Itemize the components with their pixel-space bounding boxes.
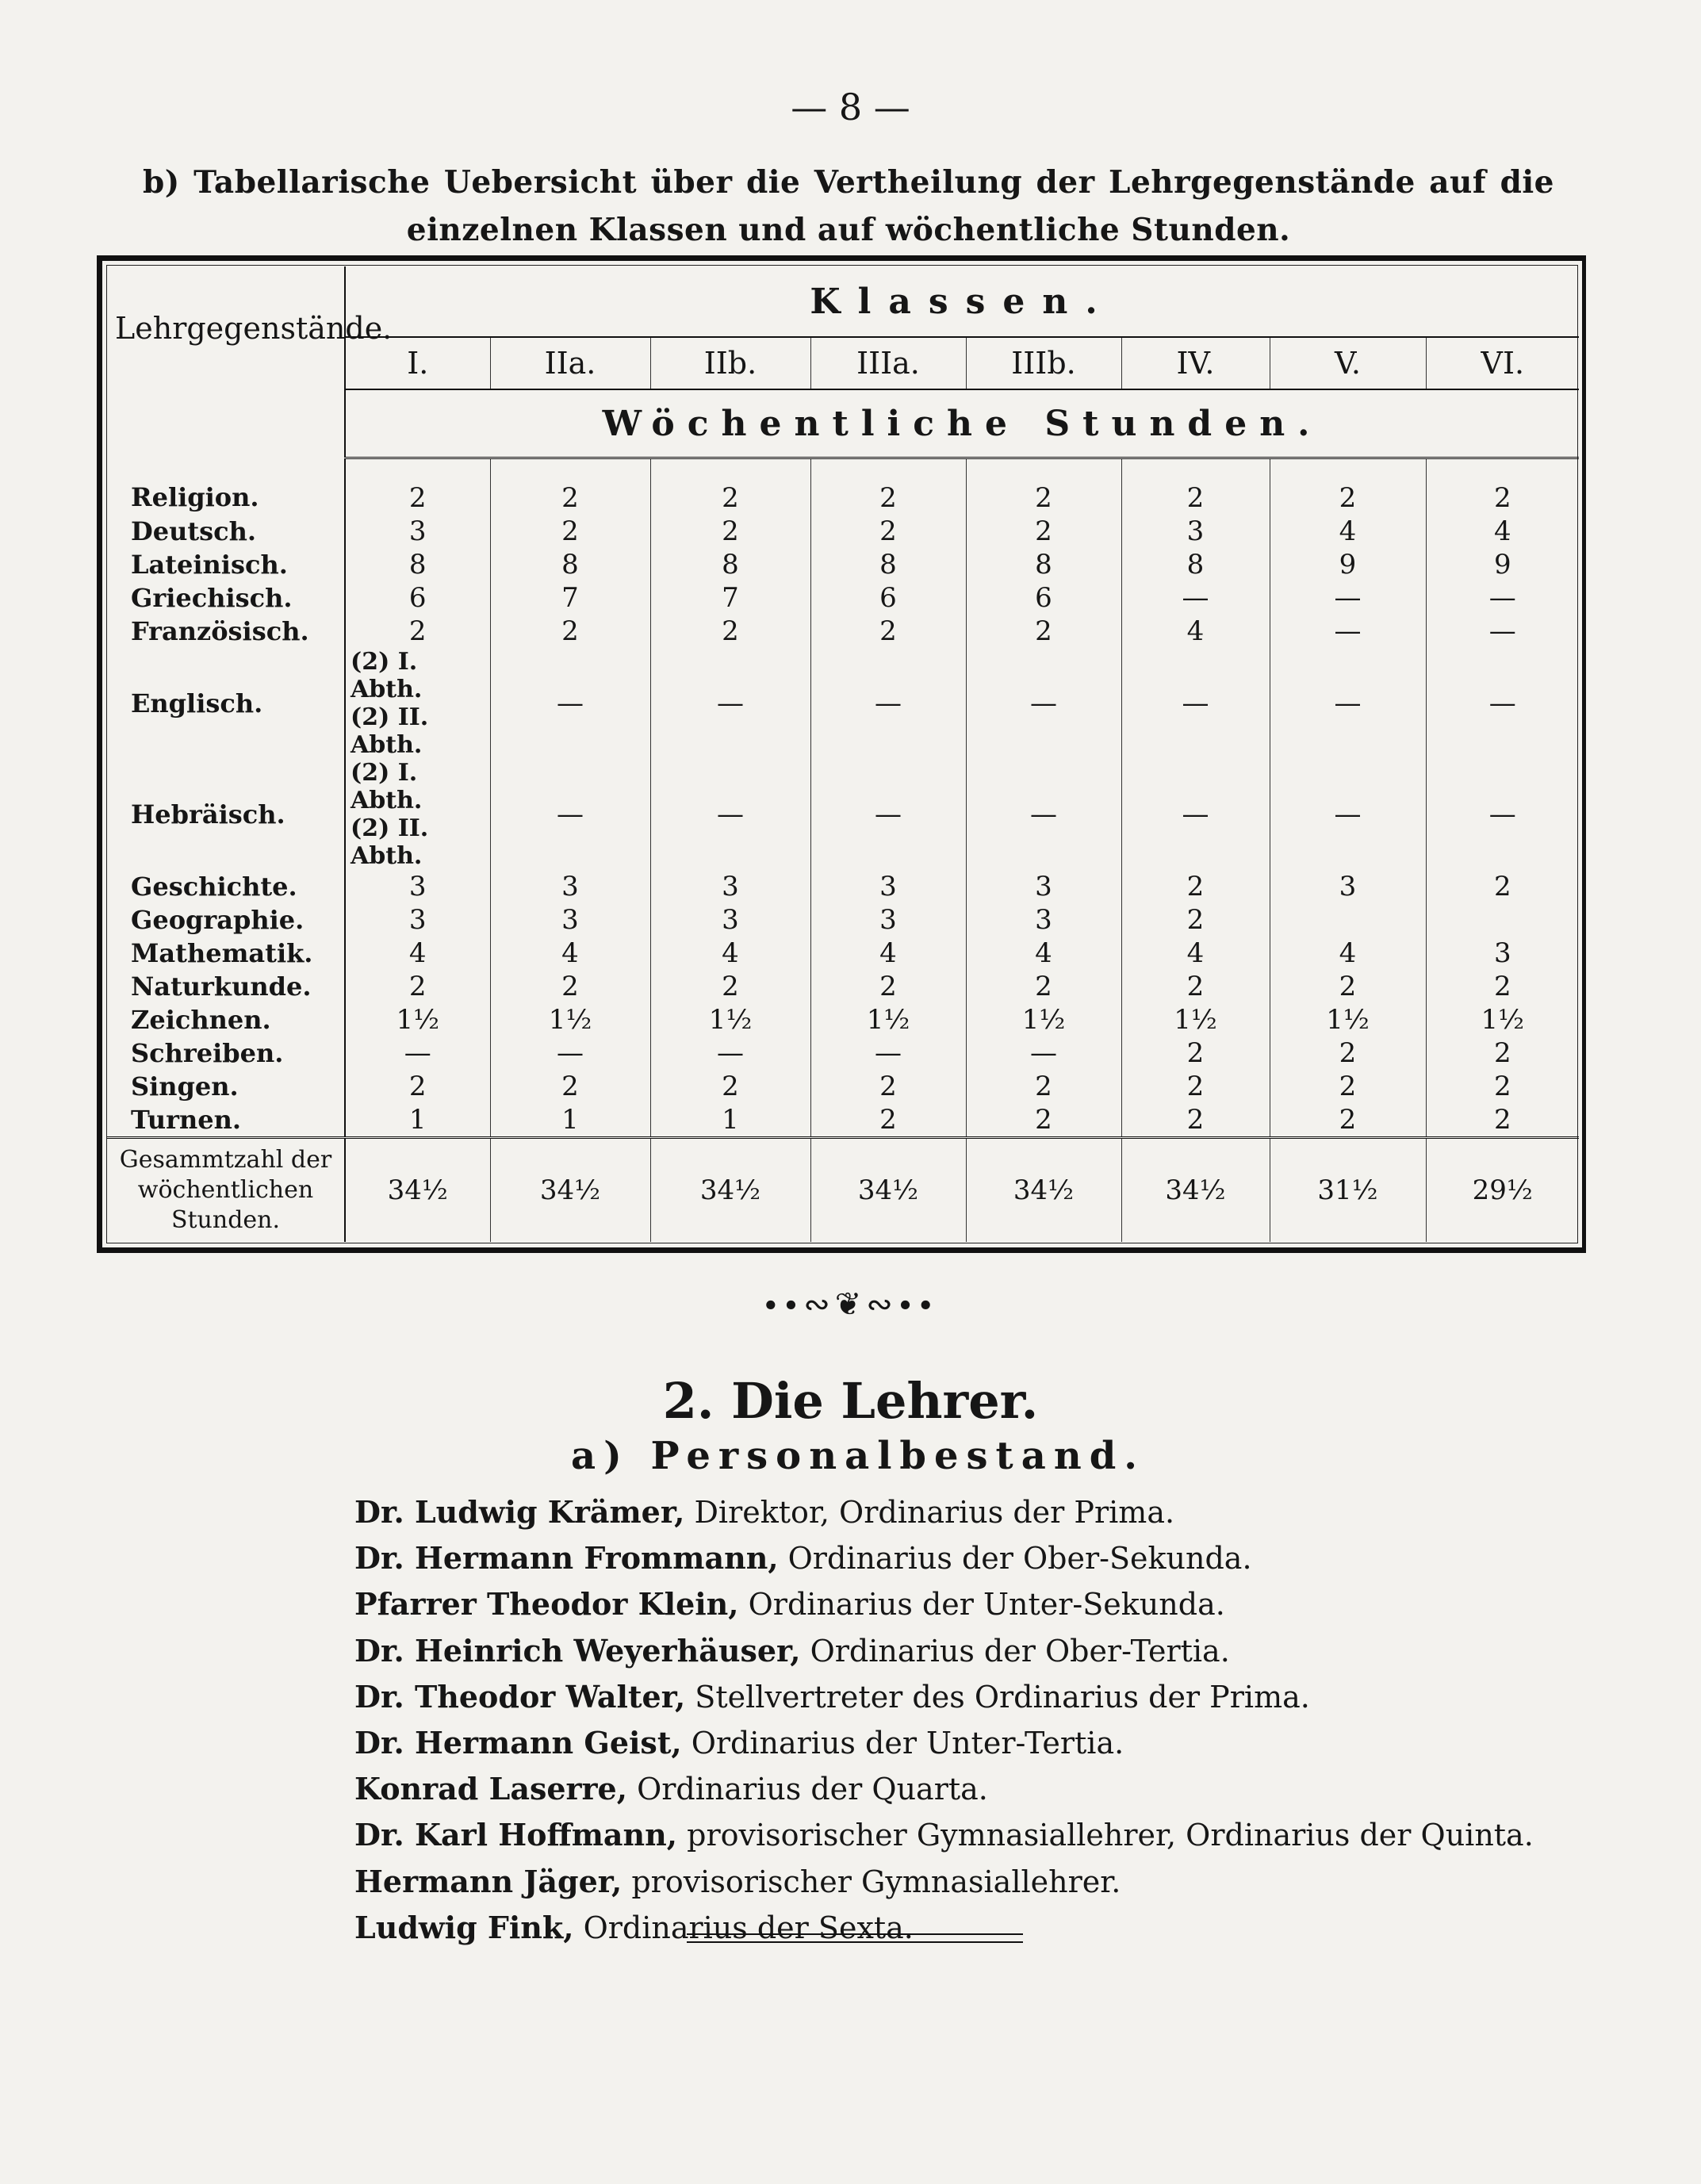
hours-cell: 2: [810, 1103, 966, 1138]
section-title: 2. Die Lehrer.: [662, 1372, 1039, 1430]
hours-cell: 2: [490, 1070, 650, 1103]
hours-cell: 2: [650, 1070, 810, 1103]
hours-cell: 6: [810, 581, 966, 615]
hours-cell: 1: [345, 1103, 490, 1138]
hours-cell: 2: [650, 458, 810, 515]
hours-cell: —: [1426, 759, 1579, 870]
hours-cell: —: [1270, 581, 1426, 615]
hours-cell: [1426, 903, 1579, 937]
table-row: [107, 1103, 1579, 1138]
staff-entry: [354, 1489, 1663, 1535]
table-row: [107, 1036, 1579, 1070]
subject-name: Zeichnen.: [107, 1003, 345, 1036]
page-number: — 8 —: [791, 86, 910, 128]
hours-cell: 3: [650, 870, 810, 903]
hours-cell: 3: [966, 903, 1121, 937]
hours-cell: 2: [810, 1070, 966, 1103]
staff-role: Ordinarius der Sexta.: [583, 1910, 914, 1945]
table-row: [107, 937, 1579, 970]
hours-cell: 8: [490, 548, 650, 581]
total-cell: 34½: [966, 1138, 1121, 1243]
classes-header: Klassen.: [345, 266, 1579, 337]
hours-cell: 2: [966, 1070, 1121, 1103]
table-row: [107, 515, 1579, 548]
staff-role: provisorischer Gymnasiallehrer, Ordinarius der Quinta.: [687, 1818, 1534, 1853]
hours-cell: 3: [490, 870, 650, 903]
hours-cell: (2) I. Abth. (2) II. Abth.: [345, 759, 490, 870]
hours-cell: 2: [1426, 458, 1579, 515]
hours-cell: —: [490, 648, 650, 759]
hours-cell: 4: [1426, 515, 1579, 548]
hours-cell: 2: [1121, 870, 1270, 903]
hours-cell: 3: [966, 870, 1121, 903]
subsection-title: a) Personalbestand.: [571, 1434, 1145, 1478]
hours-cell: 2: [1426, 1103, 1579, 1138]
hours-cell: 2: [1270, 1103, 1426, 1138]
ornament-divider: ∙∙∾❦∾∙∙: [763, 1286, 938, 1323]
hours-cell: 2: [966, 458, 1121, 515]
staff-entry: [354, 1628, 1663, 1674]
hours-cell: 2: [810, 615, 966, 648]
hours-cell: 8: [810, 548, 966, 581]
hours-cell: 3: [345, 515, 490, 548]
hours-cell: 1: [650, 1103, 810, 1138]
hours-cell: 2: [1270, 1070, 1426, 1103]
hours-cell: —: [1270, 615, 1426, 648]
table-row: [107, 903, 1579, 937]
table-row: [107, 648, 1579, 759]
lesson-distribution-table: [107, 266, 1579, 1242]
hours-cell: 8: [345, 548, 490, 581]
hours-cell: 1½: [966, 1003, 1121, 1036]
hours-cell: 2: [1426, 870, 1579, 903]
staff-role: provisorischer Gymnasiallehrer.: [631, 1864, 1121, 1899]
hours-cell: 2: [1121, 1036, 1270, 1070]
staff-role: Ordinarius der Ober-Tertia.: [810, 1633, 1230, 1669]
hours-cell: 3: [345, 870, 490, 903]
subject-name: Singen.: [107, 1070, 345, 1103]
hours-cell: —: [650, 648, 810, 759]
subject-name: Englisch.: [107, 648, 345, 759]
staff-name: Dr. Ludwig Krämer,: [354, 1494, 685, 1530]
total-cell: 31½: [1270, 1138, 1426, 1243]
subject-name: Turnen.: [107, 1103, 345, 1138]
staff-list: [354, 1489, 1663, 1951]
staff-name: Dr. Hermann Frommann,: [354, 1540, 779, 1577]
hours-cell: —: [1270, 648, 1426, 759]
totals-row: [107, 1138, 1579, 1243]
staff-name: Hermann Jäger,: [354, 1863, 623, 1899]
hours-cell: 2: [810, 515, 966, 548]
hours-cell: —: [810, 1036, 966, 1070]
hours-cell: 2: [490, 458, 650, 515]
staff-role: Stellvertreter des Ordinarius der Prima.: [695, 1679, 1310, 1715]
staff-name: Konrad Laserre,: [354, 1771, 627, 1807]
hours-cell: 1½: [1270, 1003, 1426, 1036]
total-cell: 34½: [345, 1138, 490, 1243]
hours-cell: —: [1121, 581, 1270, 615]
hours-cell: 4: [650, 937, 810, 970]
weekly-hours-header: Wöchentliche Stunden.: [345, 389, 1579, 458]
hours-cell: 2: [1426, 1070, 1579, 1103]
staff-name: Dr. Karl Hoffmann,: [354, 1817, 678, 1853]
hours-cell: 2: [966, 970, 1121, 1003]
table-row: [107, 970, 1579, 1003]
hours-cell: 4: [1121, 937, 1270, 970]
hours-cell: 4: [966, 937, 1121, 970]
staff-role: Ordinarius der Unter-Tertia.: [691, 1726, 1124, 1761]
hours-cell: 2: [1121, 1103, 1270, 1138]
hours-cell: 1½: [345, 1003, 490, 1036]
hours-cell: 6: [966, 581, 1121, 615]
hours-cell: 2: [1121, 970, 1270, 1003]
hours-cell: —: [966, 759, 1121, 870]
hours-cell: 1½: [1426, 1003, 1579, 1036]
hours-cell: 3: [650, 903, 810, 937]
class-header: IIIb.: [966, 337, 1121, 389]
hours-cell: 3: [345, 903, 490, 937]
staff-role: Ordinarius der Ober-Sekunda.: [787, 1541, 1252, 1577]
staff-name: Dr. Heinrich Weyerhäuser,: [354, 1632, 801, 1669]
staff-name: Dr. Theodor Walter,: [354, 1678, 686, 1715]
hours-cell: 7: [490, 581, 650, 615]
hours-cell: 1½: [810, 1003, 966, 1036]
subject-name: Geographie.: [107, 903, 345, 937]
hours-cell: 1: [490, 1103, 650, 1138]
hours-cell: 4: [1270, 515, 1426, 548]
hours-cell: [1270, 903, 1426, 937]
hours-cell: 2: [810, 458, 966, 515]
staff-name: Pfarrer Theodor Klein,: [354, 1586, 739, 1623]
hours-cell: 8: [966, 548, 1121, 581]
staff-role: Ordinarius der Unter-Sekunda.: [748, 1587, 1225, 1623]
staff-entry: [354, 1859, 1663, 1905]
hours-cell: —: [345, 1036, 490, 1070]
hours-cell: 2: [1270, 1036, 1426, 1070]
class-header: IIIa.: [810, 337, 966, 389]
hours-cell: 4: [810, 937, 966, 970]
table-row: [107, 759, 1579, 870]
hours-cell: 2: [650, 515, 810, 548]
class-header: VI.: [1426, 337, 1579, 389]
table-caption: b) Tabellarische Uebersicht über die Vertheilung der Lehrgegenstände auf die einzelnen Klassen und auf wöchentliche Stunden.: [143, 164, 1554, 248]
staff-entry: [354, 1674, 1663, 1720]
hours-cell: 4: [490, 937, 650, 970]
subject-name: Hebräisch.: [107, 759, 345, 870]
hours-cell: —: [1270, 759, 1426, 870]
hours-cell: —: [810, 648, 966, 759]
staff-entry: [354, 1581, 1663, 1627]
hours-cell: 2: [1121, 1070, 1270, 1103]
table-row: [107, 548, 1579, 581]
subject-name: Lateinisch.: [107, 548, 345, 581]
hours-cell: 3: [810, 870, 966, 903]
hours-cell: 2: [490, 615, 650, 648]
hours-cell: 4: [1121, 615, 1270, 648]
hours-cell: —: [650, 1036, 810, 1070]
hours-cell: —: [966, 1036, 1121, 1070]
staff-name: Dr. Hermann Geist,: [354, 1725, 682, 1761]
hours-cell: 3: [1426, 937, 1579, 970]
hours-cell: 2: [345, 615, 490, 648]
closing-rule: [687, 1933, 1023, 1943]
staff-role: Direktor, Ordinarius der Prima.: [694, 1495, 1175, 1530]
total-cell: 34½: [490, 1138, 650, 1243]
hours-cell: 4: [1270, 937, 1426, 970]
hours-cell: 2: [650, 970, 810, 1003]
staff-entry: [354, 1535, 1663, 1581]
staff-entry: [354, 1905, 1663, 1951]
table-row: [107, 870, 1579, 903]
table-row: [107, 458, 1579, 515]
hours-cell: —: [1121, 648, 1270, 759]
hours-cell: 2: [345, 970, 490, 1003]
hours-cell: 2: [650, 615, 810, 648]
hours-cell: 2: [966, 1103, 1121, 1138]
hours-cell: 1½: [650, 1003, 810, 1036]
hours-cell: 2: [1426, 1036, 1579, 1070]
hours-cell: 3: [1121, 515, 1270, 548]
table-row: [107, 581, 1579, 615]
hours-cell: 4: [345, 937, 490, 970]
hours-cell: 3: [1270, 870, 1426, 903]
subject-name: Geschichte.: [107, 870, 345, 903]
hours-cell: —: [1121, 759, 1270, 870]
total-cell: 34½: [810, 1138, 966, 1243]
total-cell: 29½: [1426, 1138, 1579, 1243]
class-header: IIa.: [490, 337, 650, 389]
hours-cell: 1½: [1121, 1003, 1270, 1036]
hours-cell: 8: [650, 548, 810, 581]
hours-cell: —: [1426, 615, 1579, 648]
class-header: I.: [345, 337, 490, 389]
hours-cell: —: [1426, 648, 1579, 759]
totals-label: Gesammtzahl der wöchentlichen Stunden.: [107, 1138, 345, 1243]
hours-cell: 2: [966, 515, 1121, 548]
hours-cell: —: [1426, 581, 1579, 615]
subject-name: Französisch.: [107, 615, 345, 648]
hours-cell: 2: [345, 1070, 490, 1103]
staff-name: Ludwig Fink,: [354, 1909, 574, 1945]
total-cell: 34½: [650, 1138, 810, 1243]
subject-name: Mathematik.: [107, 937, 345, 970]
hours-cell: 2: [810, 970, 966, 1003]
hours-cell: 7: [650, 581, 810, 615]
hours-cell: 3: [490, 903, 650, 937]
hours-cell: —: [650, 759, 810, 870]
class-header: V.: [1270, 337, 1426, 389]
hours-cell: —: [966, 648, 1121, 759]
hours-cell: 2: [1270, 458, 1426, 515]
hours-cell: 9: [1426, 548, 1579, 581]
hours-cell: —: [490, 1036, 650, 1070]
subject-name: Griechisch.: [107, 581, 345, 615]
hours-cell: —: [490, 759, 650, 870]
subject-name: Deutsch.: [107, 515, 345, 548]
table-row: [107, 1070, 1579, 1103]
staff-entry: [354, 1812, 1663, 1858]
hours-cell: 2: [345, 458, 490, 515]
staff-entry: [354, 1720, 1663, 1766]
total-cell: 34½: [1121, 1138, 1270, 1243]
staff-entry: [354, 1766, 1663, 1812]
hours-cell: 2: [490, 515, 650, 548]
hours-cell: 2: [1426, 970, 1579, 1003]
hours-cell: 2: [1121, 458, 1270, 515]
subject-name: Religion.: [107, 458, 345, 515]
hours-cell: 1½: [490, 1003, 650, 1036]
hours-cell: 2: [966, 615, 1121, 648]
hours-cell: 2: [490, 970, 650, 1003]
class-header: IIb.: [650, 337, 810, 389]
hours-cell: 2: [1270, 970, 1426, 1003]
class-header: IV.: [1121, 337, 1270, 389]
hours-cell: (2) I. Abth. (2) II. Abth.: [345, 648, 490, 759]
subject-name: Schreiben.: [107, 1036, 345, 1070]
subject-column-header: Lehrgegenstände.: [107, 266, 345, 389]
hours-cell: —: [810, 759, 966, 870]
hours-cell: 3: [810, 903, 966, 937]
hours-cell: 6: [345, 581, 490, 615]
hours-cell: 9: [1270, 548, 1426, 581]
table-row: [107, 615, 1579, 648]
table-row: [107, 1003, 1579, 1036]
subject-name: Naturkunde.: [107, 970, 345, 1003]
staff-role: Ordinarius der Quarta.: [637, 1772, 988, 1807]
hours-cell: 8: [1121, 548, 1270, 581]
hours-cell: 2: [1121, 903, 1270, 937]
